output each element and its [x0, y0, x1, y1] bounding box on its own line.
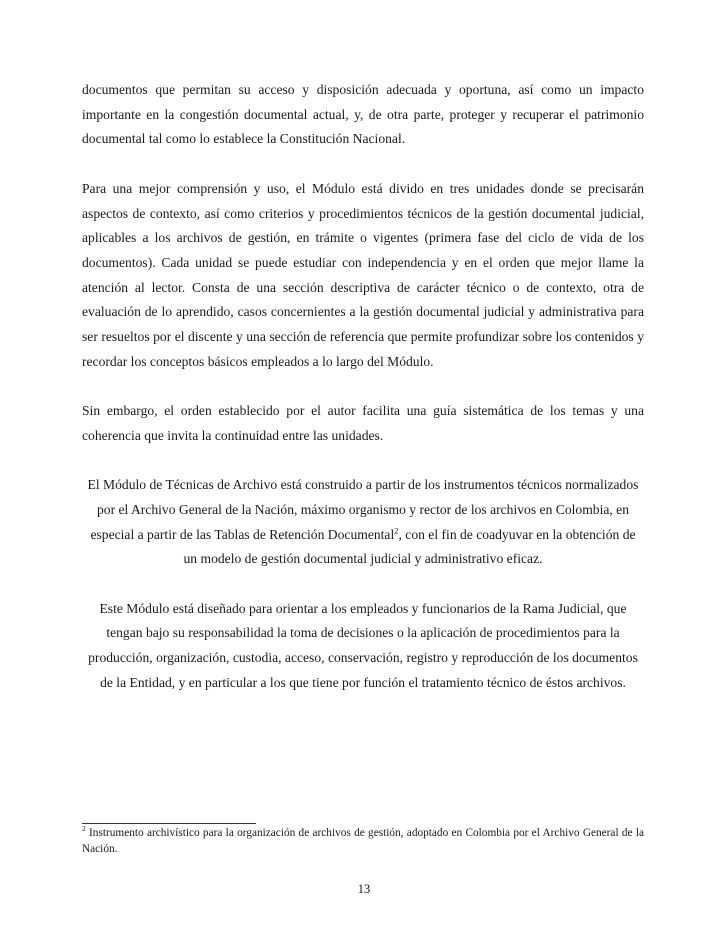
footnote	[82, 826, 644, 857]
footnote-text: Instrumento archivístico para la organización de archivos de gestión, adoptado en Colombia por el Archivo General de la Nación.	[82, 827, 644, 855]
paragraph-3: Sin embargo, el orden establecido por el autor facilita una guía sistemática de los temas y una coherencia que invita la continuidad entre las unidades.	[82, 403, 644, 443]
paragraph-2: Para una mejor comprensión y uso, el Módulo está divido en tres unidades donde se precisarán aspectos de contexto, así como criterios y procedimientos técnicos de la gestión documental judicial, aplicables a los archivos de gestión, en trámite o vigentes (primera fase del ciclo de vida de los documentos). Cada unidad se puede estudiar con independencia y en el orden que mejor llame la atención al lector. Consta de una sección descriptiva de carácter técnico o de contexto, otra de evaluación de lo aprendido, casos concernientes a la gestión documental judicial y administrativa para ser resueltos por el discente y una sección de referencia que permite profundizar sobre los contenidos y recordar los conceptos básicos empleados a lo largo del Módulo.	[82, 180, 644, 369]
footnote-separator	[82, 823, 256, 824]
paragraph-4-tail: , con el fin de coadyuvar en la obtención de un modelo de gestión documental judicial y administrativo eficaz.	[183, 526, 636, 567]
paragraph-1: documentos que permitan su acceso y disposición adecuada y oportuna, así como un impacto importante en la congestión documental actual, y, de otra parte, proteger y recuperar el patrimonio documental tal como lo establece la Constitución Nacional.	[82, 82, 644, 147]
paragraph-4-text: El Módulo de Técnicas de Archivo está construido a partir de los instrumentos técnicos normalizados por el Archivo General de la Nación, máximo organismo y rector de los archivos en Colombia, en especial a partir de las Tablas de Retención Documental	[87, 477, 639, 542]
paragraph-5: Este Módulo está diseñado para orientar a los empleados y funcionarios de la Rama Judicial, que tengan bajo su responsabilidad la toma de decisiones o la aplicación de procedimientos para la producción, organización, custodia, acceso, conservación, registro y reproducción de los documentos de la Entidad, y en particular a los que tiene por función el tratamiento técnico de éstos archivos.	[88, 600, 638, 690]
paragraph-4	[82, 473, 644, 572]
page-number: 13	[357, 882, 371, 896]
page-body	[82, 78, 644, 696]
footnote-reference[interactable]: 2	[394, 525, 399, 536]
footnote-number: 2	[82, 824, 86, 834]
